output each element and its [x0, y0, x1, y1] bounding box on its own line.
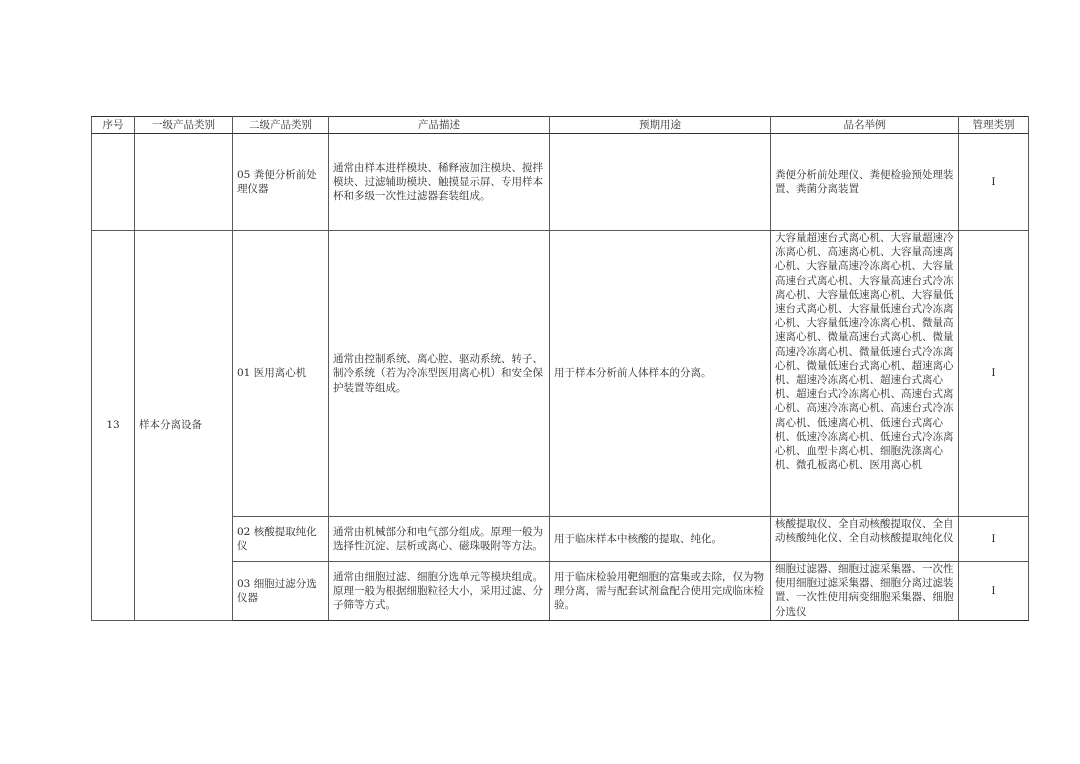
- header-category-level2: 二级产品类别: [233, 117, 329, 134]
- cell-intended-use: 用于样本分析前人体样本的分离。: [550, 231, 771, 517]
- cell-category-level2: 05 粪便分析前处理仪器: [233, 134, 329, 231]
- cell-seq: [92, 134, 135, 231]
- cell-intended-use: [550, 134, 771, 231]
- cell-category-level2: 02 核酸提取纯化仪: [233, 517, 329, 562]
- cell-examples: 粪便分析前处理仪、粪便检验预处理装置、粪菌分离装置: [771, 134, 959, 231]
- header-row: [92, 117, 1029, 134]
- cell-description: 通常由细胞过滤、细胞分选单元等模块组成。原理一般为根据细胞粒径大小，采用过滤、分子筛等方式。: [329, 562, 550, 621]
- cell-management-class: I: [959, 134, 1029, 231]
- table-header: [92, 117, 1029, 134]
- cell-category-level1: 样本分离设备: [135, 231, 233, 621]
- table-body: [92, 134, 1029, 621]
- cell-management-class: I: [959, 231, 1029, 517]
- cell-category-level1: [135, 134, 233, 231]
- table-row: [92, 517, 1029, 562]
- cell-examples: 核酸提取仪、全自动核酸提取仪、全自动核酸纯化仪、全自动核酸提取纯化仪: [771, 517, 959, 562]
- classification-table: [91, 116, 1029, 621]
- cell-seq: 13: [92, 231, 135, 621]
- cell-category-level2: 01 医用离心机: [233, 231, 329, 517]
- header-seq: 序号: [92, 117, 135, 134]
- cell-examples: 大容量超速台式离心机、大容量超速冷冻离心机、高速离心机、大容量高速离心机、大容量高速冷冻离心机、大容量高速台式离心机、大容量高速台式冷冻离心机、大容量低速离心机、大容量低速台式离心机、大容量低速台式冷冻离心机、大容量低速冷冻离心机、微量高速离心机、微量高速台式离心机、微量高速冷冻离心机、微量低速台式冷冻离心机、微量低速台式离心机、超速离心机、超速冷冻离心机、超速台式离心机、超速台式冷冻离心机、高速台式离心机、高速冷冻离心机、高速台式冷冻离心机、低速离心机、低速台式离心机、低速冷冻离心机、低速台式冷冻离心机、血型卡离心机、细胞洗涤离心机、微孔板离心机、医用离心机: [771, 231, 959, 517]
- cell-intended-use: 用于临床检验用靶细胞的富集或去除，仅为物理分离，需与配套试剂盒配合使用完成临床检验。: [550, 562, 771, 621]
- cell-management-class: I: [959, 562, 1029, 621]
- cell-description: 通常由控制系统、离心腔、驱动系统、转子、制冷系统（若为冷冻型医用离心机）和安全保护装置等组成。: [329, 231, 550, 517]
- header-management-class: 管理类别: [959, 117, 1029, 134]
- cell-description: 通常由样本进样模块、稀释液加注模块、搅拌模块、过滤辅助模块、触摸显示屏、专用样本杯和多级一次性过滤器套装组成。: [329, 134, 550, 231]
- table-row: [92, 562, 1029, 621]
- cell-management-class: I: [959, 517, 1029, 562]
- table-row: [92, 231, 1029, 517]
- table-row: [92, 134, 1029, 231]
- cell-examples: 细胞过滤器、细胞过滤采集器、一次性使用细胞过滤采集器、细胞分离过滤装置、一次性使用病变细胞采集器、细胞分选仪: [771, 562, 959, 621]
- header-intended-use: 预期用途: [550, 117, 771, 134]
- cell-category-level2: 03 细胞过滤分选仪器: [233, 562, 329, 621]
- header-description: 产品描述: [329, 117, 550, 134]
- header-examples: 品名举例: [771, 117, 959, 134]
- header-category-level1: 一级产品类别: [135, 117, 233, 134]
- cell-intended-use: 用于临床样本中核酸的提取、纯化。: [550, 517, 771, 562]
- cell-description: 通常由机械部分和电气部分组成。原理一般为选择性沉淀、层析或离心、磁珠吸附等方法。: [329, 517, 550, 562]
